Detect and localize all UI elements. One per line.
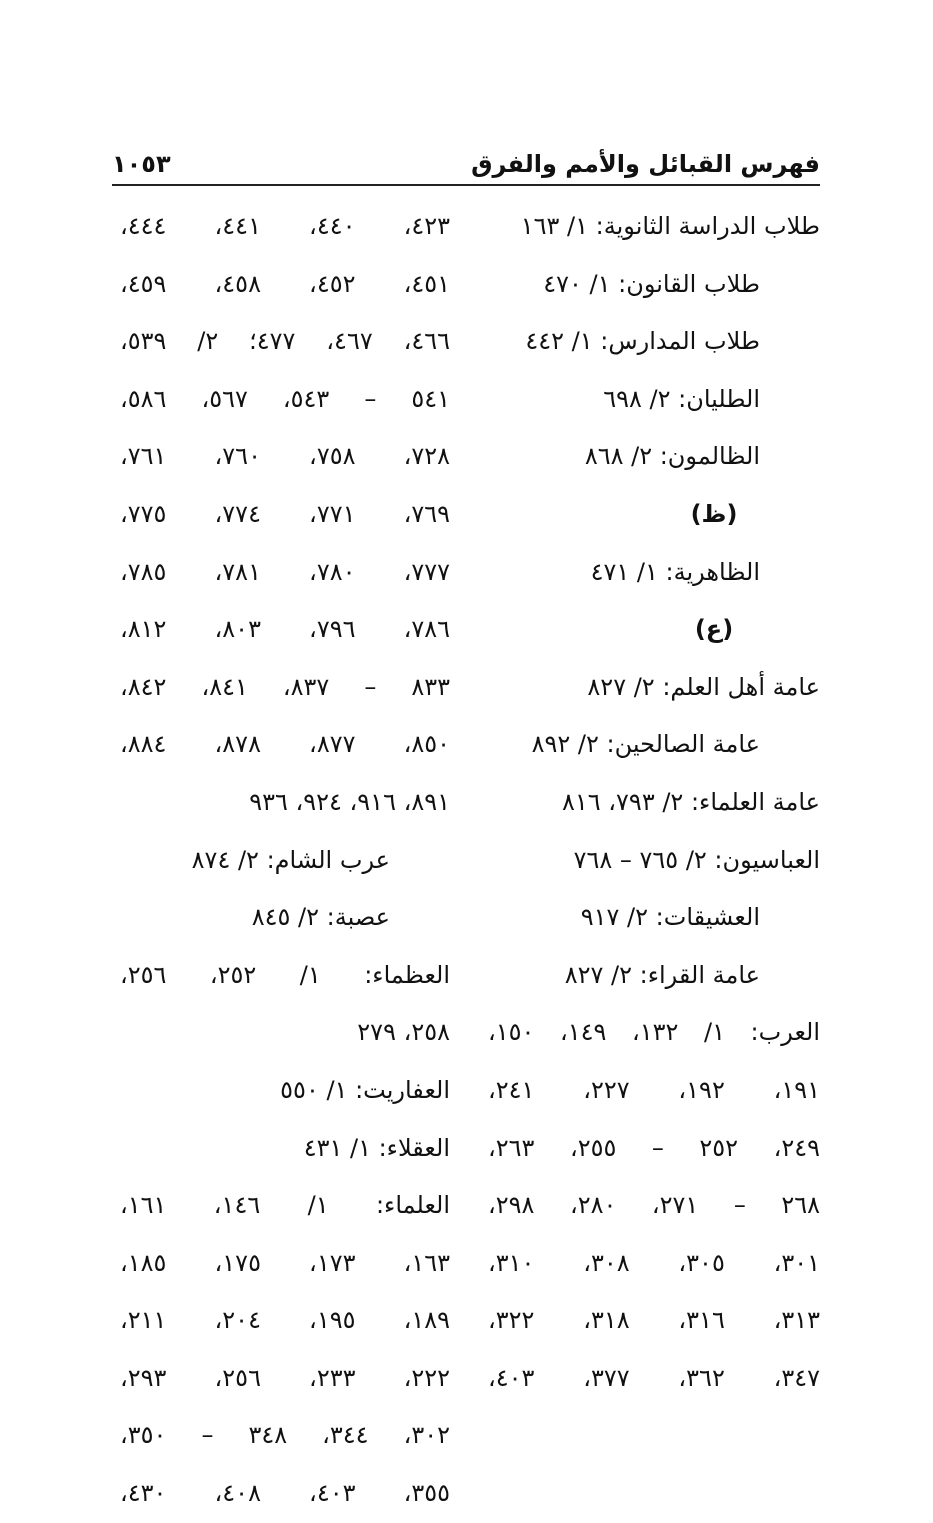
index-entry: ٤٢٣، ٤٤٠، ٤٤١، ٤٤٤، bbox=[120, 212, 450, 240]
index-entry: ١٩١، ١٩٢، ٢٢٧، ٢٤١، bbox=[488, 1075, 820, 1104]
index-entry: ٧٦٩، ٧٧١، ٧٧٤، ٧٧٥، bbox=[120, 499, 450, 528]
index-entry: ٣١٣، ٣١٦، ٣١٨، ٣٢٢، bbox=[488, 1306, 820, 1335]
left-column bbox=[120, 198, 450, 1523]
index-entry: ٣٠٢، ٣٤٤، ٣٤٨ – ٣٥٠، bbox=[120, 1421, 450, 1450]
index-entry: ٨٣٣ – ٨٣٧، ٨٤١، ٨٤٢، bbox=[120, 672, 450, 701]
index-entry: ١٦٣، ١٧٣، ١٧٥، ١٨٥، bbox=[120, 1248, 450, 1277]
index-entry: ٣٠١، ٣٠٥، ٣٠٨، ٣١٠، bbox=[488, 1248, 820, 1277]
index-entry: عامة القراء: ٢/ ٨٢٧ bbox=[564, 960, 760, 989]
page-number: ١٠٥٣ bbox=[112, 150, 171, 178]
index-entry: الظالمون: ٢/ ٨٦٨ bbox=[584, 442, 760, 471]
index-entry: طلاب الدراسة الثانوية: ١/ ١٦٣ bbox=[520, 212, 820, 240]
index-entry: ٢٦٨ – ٢٧١، ٢٨٠، ٢٩٨، bbox=[488, 1191, 820, 1220]
header-rule bbox=[112, 184, 820, 186]
index-entry: الطليان: ٢/ ٦٩٨ bbox=[603, 384, 760, 413]
index-entry: ٧٨٦، ٧٩٦، ٨٠٣، ٨١٢، bbox=[120, 615, 450, 644]
index-entry: ٤٥١، ٤٥٢، ٤٥٨، ٤٥٩، bbox=[120, 269, 450, 298]
index-entry: ٢٤٩، ٢٥٢ – ٢٥٥، ٢٦٣، bbox=[488, 1133, 820, 1162]
index-entry: ٢٢٢، ٢٣٣، ٢٥٦، ٢٩٣، bbox=[120, 1363, 450, 1392]
letter-heading: (ع) bbox=[694, 615, 734, 644]
index-entry: ٣٤٧، ٣٦٢، ٣٧٧، ٤٠٣، bbox=[488, 1363, 820, 1392]
header-title: فهرس القبائل والأمم والفرق bbox=[471, 150, 820, 178]
index-entry: ٨٩١، ٩١٦، ٩٢٤، ٩٣٦ bbox=[249, 787, 450, 816]
index-entry: العباسيون: ٢/ ٧٦٥ – ٧٦٨ bbox=[573, 845, 820, 874]
index-entry: العفاريت: ١/ ٥٥٠ bbox=[280, 1075, 450, 1104]
page-header bbox=[112, 138, 820, 178]
index-entry: طلاب القانون: ١/ ٤٧٠ bbox=[543, 269, 760, 298]
index-entry: عامة الصالحين: ٢/ ٨٩٢ bbox=[531, 730, 760, 759]
index-entry: عصبة: ٢/ ٨٤٥ bbox=[251, 903, 390, 932]
index-entry: عامة العلماء: ٢/ ٧٩٣، ٨١٦ bbox=[561, 787, 820, 816]
index-entry: العشيقات: ٢/ ٩١٧ bbox=[580, 903, 760, 932]
index-entry: ٧٧٧، ٧٨٠، ٧٨١، ٧٨٥، bbox=[120, 557, 450, 586]
right-column bbox=[488, 198, 820, 1407]
index-entry: ٨٥٠، ٨٧٧، ٨٧٨، ٨٨٤، bbox=[120, 730, 450, 759]
index-entry: ٢٥٨، ٢٧٩ bbox=[357, 1018, 450, 1047]
index-entry: العلماء: ١/ ١٤٦، ١٦١، bbox=[120, 1191, 450, 1220]
index-entry: ٥٤١ – ٥٤٣، ٥٦٧، ٥٨٦، bbox=[120, 384, 450, 413]
index-entry: ٤٦٦، ٤٦٧، ٤٧٧؛ ٢/ ٥٣٩، bbox=[120, 327, 450, 356]
index-entry: طلاب المدارس: ١/ ٤٤٢ bbox=[525, 327, 760, 356]
index-entry: العرب: ١/ ١٣٢، ١٤٩، ١٥٠، bbox=[488, 1018, 820, 1047]
index-entry: ١٨٩، ١٩٥، ٢٠٤، ٢١١، bbox=[120, 1306, 450, 1335]
index-entry: ٧٢٨، ٧٥٨، ٧٦٠، ٧٦١، bbox=[120, 442, 450, 471]
index-entry: الظاهرية: ١/ ٤٧١ bbox=[590, 557, 760, 586]
letter-heading: (ظ) bbox=[690, 499, 738, 528]
index-entry: ٣٥٥، ٤٠٣، ٤٠٨، ٤٣٠، bbox=[120, 1479, 450, 1508]
index-entry: العظماء: ١/ ٢٥٢، ٢٥٦، bbox=[120, 960, 450, 989]
index-entry: عامة أهل العلم: ٢/ ٨٢٧ bbox=[587, 672, 820, 701]
index-entry: عرب الشام: ٢/ ٨٧٤ bbox=[191, 845, 390, 874]
index-entry: العقلاء: ١/ ٤٣١ bbox=[303, 1133, 450, 1162]
